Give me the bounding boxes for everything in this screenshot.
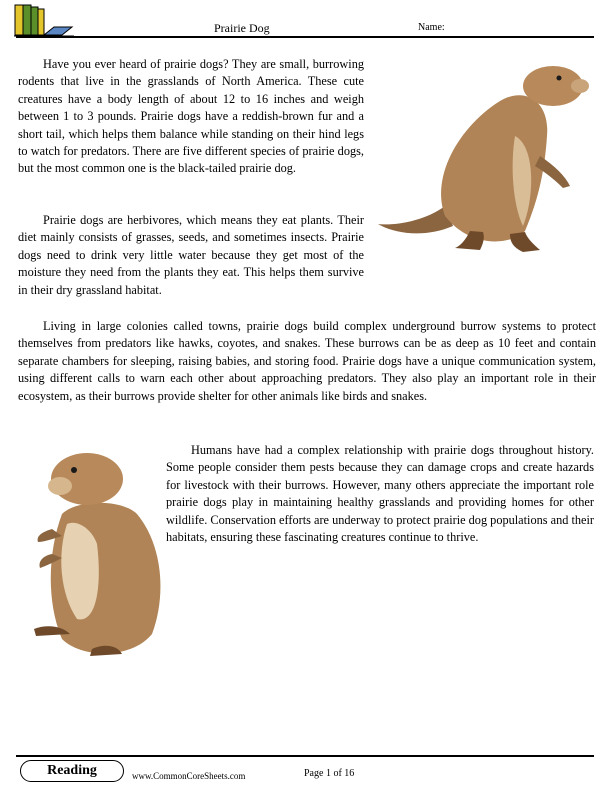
footer-divider: [16, 755, 594, 757]
page-title: Prairie Dog: [214, 21, 270, 35]
paragraph-humans: Humans have had a complex relationship with prairie dogs throughout history. Some people consider them pests because they can damage crops and create hazards for livestock with their burrows. However, many others appreciate the important role prairie dogs play in maintaining healthy grasslands and providing homes for other wildlife. Conservation efforts are underway to protect prairie dog populations and their habitats, ensuring these fascinating creatures continue to thrive.: [166, 443, 594, 545]
website-link[interactable]: www.CommonCoreSheets.com: [132, 771, 246, 781]
name-label: Name:: [418, 22, 445, 33]
prairie-dog-sitting-image: [22, 444, 172, 666]
subject-badge: Reading: [20, 760, 124, 782]
header-divider: [16, 36, 594, 38]
prairie-dog-standing-image: [375, 56, 600, 271]
paragraph-diet: Prairie dogs are herbivores, which means they eat plants. Their diet mainly consists of grasses, seeds, and sometimes insects. Prairie dogs need to drink very little water because they get most of the moisture they need from the plants they eat. This helps them survive in their dry grassland habitat.: [18, 213, 364, 297]
books-icon: [14, 3, 74, 37]
paragraph-intro: Have you ever heard of prairie dogs? They are small, burrowing rodents that live in the grasslands of North America. These cute creatures have a body length of about 12 to 16 inches and weigh between 1 to 3 pounds. Prairie dogs have a reddish-brown fur and a short tail, which helps them balance while standing on their hind legs to watch for predators. There are five different species of prairie dogs, but the most common one is the black-tailed prairie dog.: [18, 57, 364, 176]
paragraph-colonies: Living in large colonies called towns, prairie dogs build complex underground burrow systems to protect themselves from predators like hawks, coyotes, and snakes. These burrows can be as deep as 10 feet and contain separate chambers for sleeping, raising babies, and storing food. Prairie dogs have a unique communication system, using different calls to warn each other about approaching predators. They also play an important role in their ecosystem, as their burrows provide shelter for other animals like birds and snakes.: [18, 319, 596, 403]
page-number: Page 1 of 16: [304, 768, 355, 779]
